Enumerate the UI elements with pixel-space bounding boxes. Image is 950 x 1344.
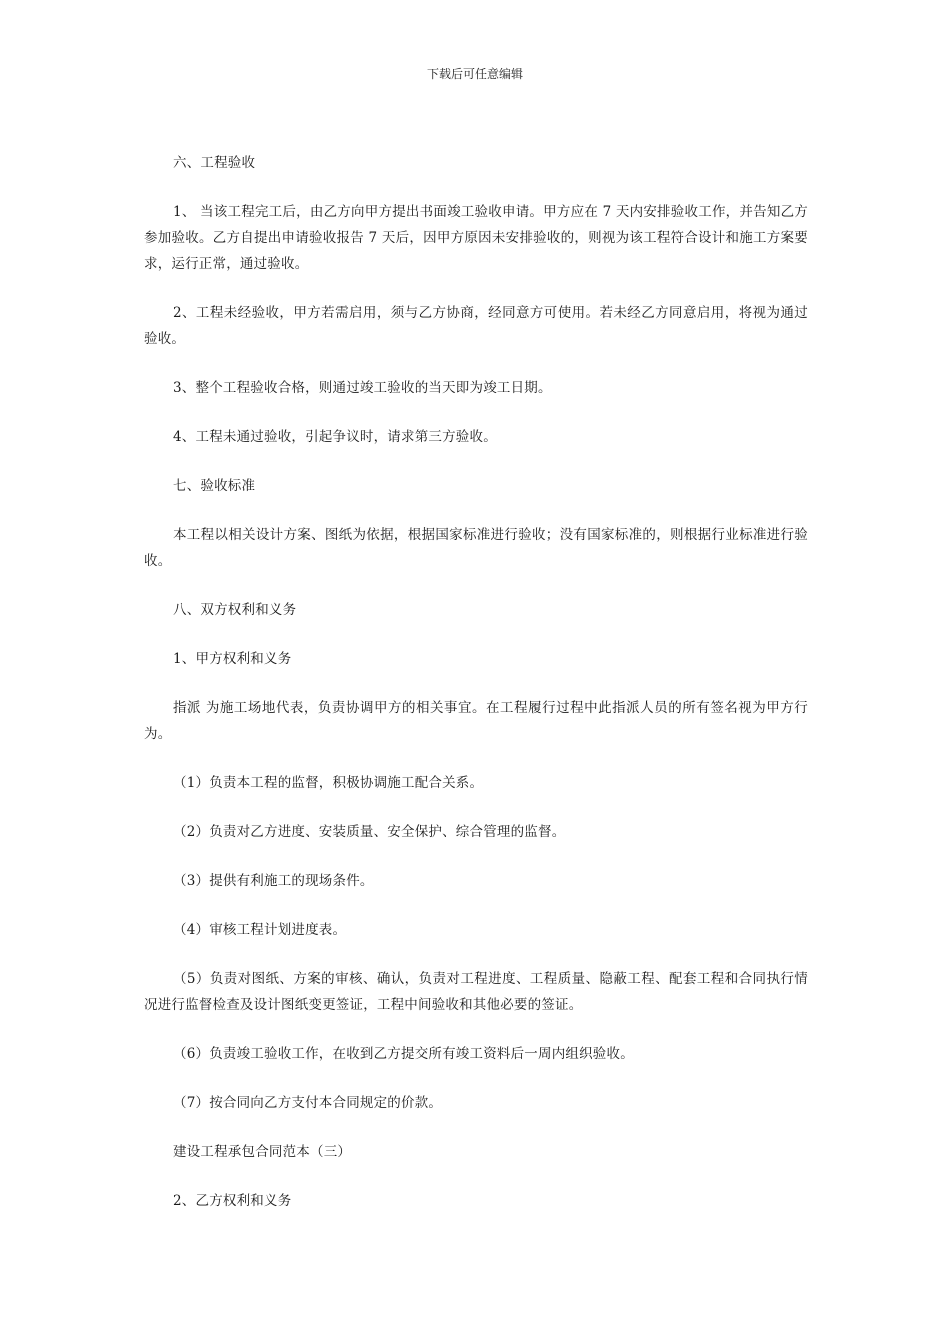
- list-item-party-a-5: （5）负责对图纸、方案的审核、确认，负责对工程进度、工程质量、隐蔽工程、配套工程和合同执行情况进行监督检查及设计图纸变更签证，工程中间验收和其他必要的签证。: [144, 971, 808, 1013]
- section-heading-rights: 八、双方权利和义务: [173, 602, 297, 618]
- paragraph-acceptance-2: 2、工程未经验收，甲方若需启用，须与乙方协商，经同意方可使用。若未经乙方同意启用，将视为通过验收。: [144, 305, 808, 347]
- section-heading-standards: 七、验收标准: [173, 478, 256, 494]
- list-item-party-a-1: （1）负责本工程的监督，积极协调施工配合关系。: [173, 775, 484, 791]
- list-item-party-a-6: （6）负责竣工验收工作，在收到乙方提交所有竣工资料后一周内组织验收。: [173, 1046, 634, 1062]
- paragraph-party-a-representative: 指派 为施工场地代表，负责协调甲方的相关事宜。在工程履行过程中此指派人员的所有签名视为甲方行为。: [144, 700, 808, 742]
- paragraph-standards: 本工程以相关设计方案、图纸为依据，根据国家标准进行验收；没有国家标准的，则根据行业标准进行验收。: [144, 527, 808, 569]
- document-body: [144, 150, 808, 1237]
- page-header: 下载后可任意编辑: [426, 67, 523, 81]
- list-item-party-a-2: （2）负责对乙方进度、安装质量、安全保护、综合管理的监督。: [173, 824, 566, 840]
- section-heading-acceptance: 六、工程验收: [173, 155, 256, 171]
- list-item-party-a-4: （4）审核工程计划进度表。: [173, 922, 347, 938]
- paragraph-acceptance-3: 3、整个工程验收合格，则通过竣工验收的当天即为竣工日期。: [173, 380, 552, 396]
- list-item-party-a-7: （7）按合同向乙方支付本合同规定的价款。: [173, 1095, 443, 1111]
- subheading-party-a: 1、甲方权利和义务: [173, 651, 292, 667]
- template-title-note: 建设工程承包合同范本（三）: [173, 1144, 352, 1160]
- list-item-party-a-3: （3）提供有利施工的现场条件。: [173, 873, 374, 889]
- paragraph-acceptance-4: 4、工程未通过验收，引起争议时，请求第三方验收。: [173, 429, 497, 445]
- subheading-party-b: 2、乙方权利和义务: [173, 1193, 292, 1209]
- paragraph-acceptance-1: 1、 当该工程完工后，由乙方向甲方提出书面竣工验收申请。甲方应在 7 天内安排验收工作，并告知乙方参加验收。乙方自提出申请验收报告 7 天后，因甲方原因未安排验收的，则视为该工程符合设计和施工方案要求，运行正常，通过验收。: [144, 204, 808, 272]
